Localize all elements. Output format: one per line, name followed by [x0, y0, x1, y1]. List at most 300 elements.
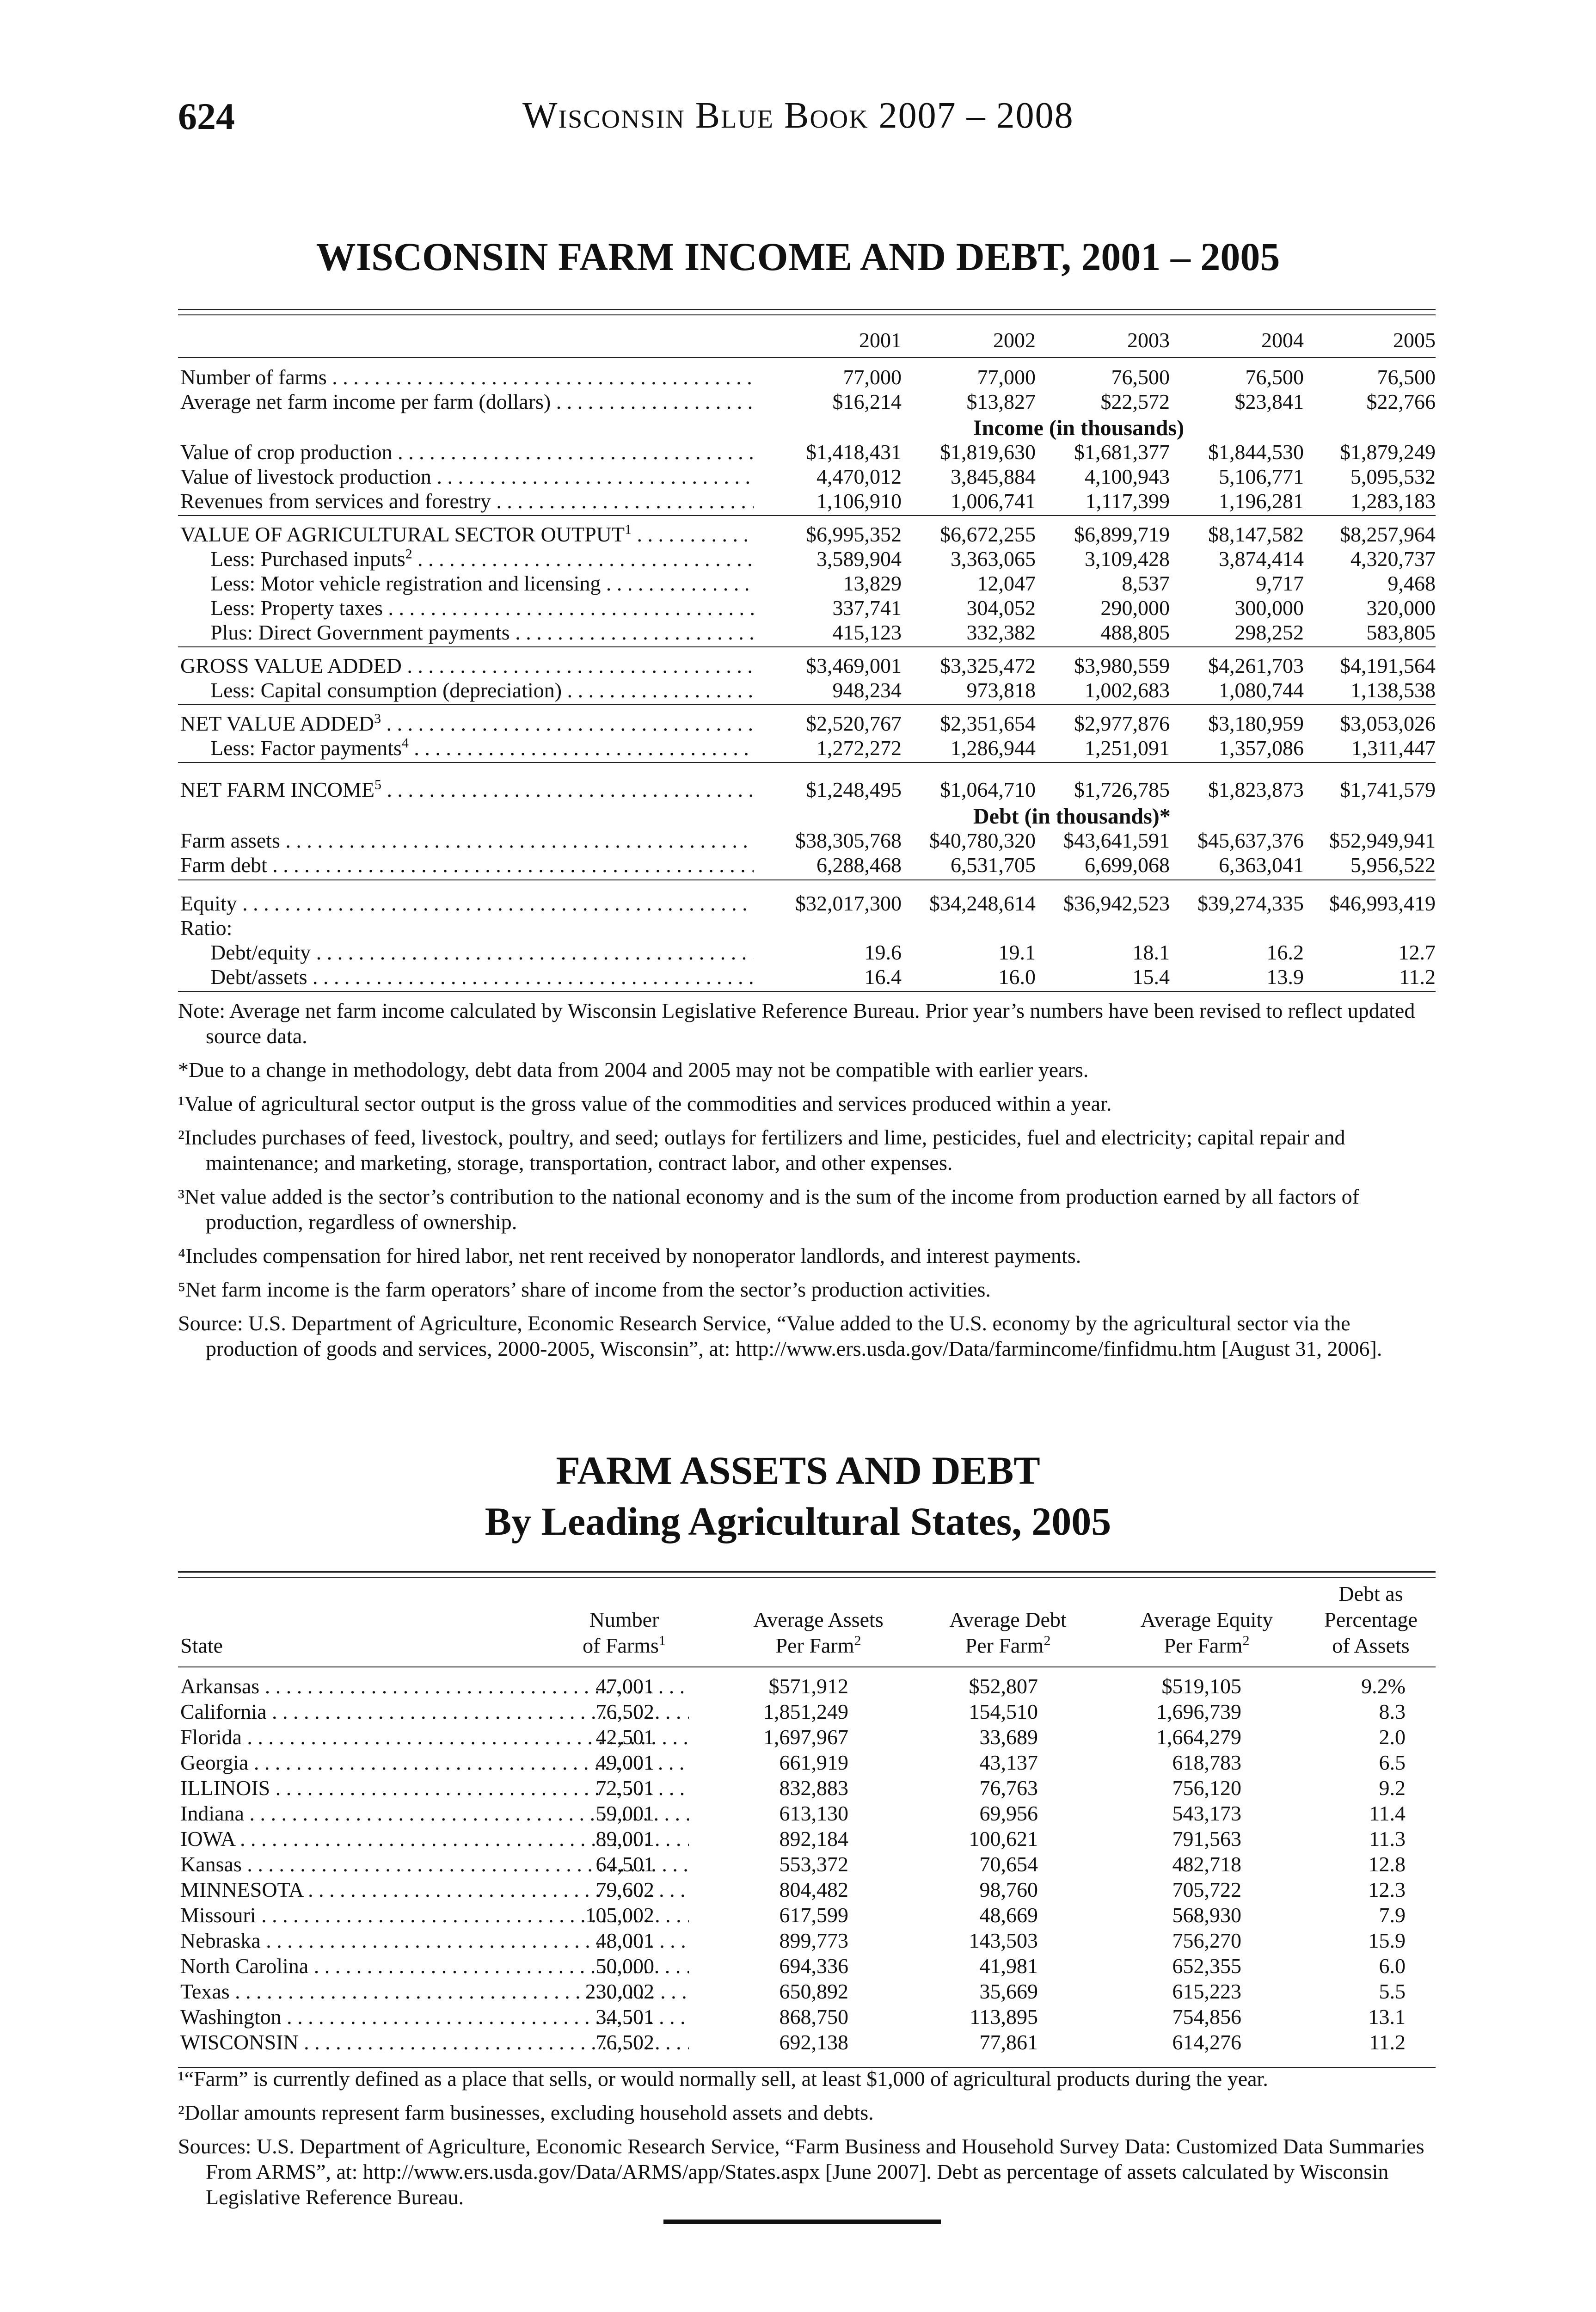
avg-debt: 70,654 [979, 1852, 1038, 1876]
value-2001: 415,123 [832, 621, 902, 644]
table1-row-services [178, 489, 1436, 513]
value-2001: 6,288,468 [816, 853, 902, 877]
value-2003: 76,500 [1111, 365, 1170, 389]
table1-row-net-value [178, 712, 1436, 736]
debt-pct: 12.3 [1368, 1878, 1406, 1901]
value-2001: $3,469,001 [806, 654, 902, 677]
hdr-farms-1: Number [589, 1608, 659, 1631]
value-2002: $1,819,630 [940, 440, 1036, 464]
value-2005: 1,138,538 [1350, 678, 1436, 702]
value-2002: 12,047 [977, 572, 1036, 595]
value-2004: $39,274,335 [1197, 892, 1304, 915]
value-2004: 3,874,414 [1219, 547, 1304, 571]
avg-assets: $571,912 [768, 1674, 848, 1698]
avg-assets: 553,372 [779, 1852, 848, 1876]
debt-pct: 5.5 [1379, 1980, 1406, 2003]
debt-pct: 6.5 [1379, 1751, 1406, 1774]
value-2005: $22,766 [1366, 390, 1436, 413]
table1-row-farms [178, 365, 1436, 389]
debt-pct: 11.4 [1369, 1802, 1406, 1825]
avg-equity: 543,173 [1172, 1802, 1241, 1825]
table1-row-net-farm [178, 778, 1436, 802]
value-2005: 11.2 [1399, 965, 1436, 989]
row-label: Revenues from services and forestry . . . [180, 489, 754, 513]
table1-row-crop [178, 440, 1436, 464]
state-name: IOWA . . . [180, 1826, 689, 1851]
table2-row [178, 1750, 1436, 1775]
value-2005: $3,053,026 [1340, 712, 1436, 735]
value-2003: 8,537 [1122, 572, 1170, 595]
value-2002: $2,351,654 [940, 712, 1036, 735]
row-label: Less: Motor vehicle registration and licensing . . . [210, 572, 754, 596]
value-2003: 1,002,683 [1085, 678, 1170, 702]
value-2005: $4,191,564 [1340, 654, 1436, 677]
value-2003: $3,980,559 [1074, 654, 1170, 677]
value-2003: $36,942,523 [1063, 892, 1170, 915]
year-col-1: 2001 [859, 328, 902, 352]
table1-note-6: ⁵Net farm income is the farm operators’ share of income from the sector’s production activities. [178, 1278, 991, 1301]
value-2003: $43,641,591 [1063, 829, 1170, 852]
table1-row-rule [178, 515, 1436, 516]
farms-count: 47,001 [595, 1674, 654, 1698]
debt-pct: 6.0 [1379, 1954, 1406, 1978]
row-label: Less: Factor payments$^4$ . . . [210, 736, 754, 760]
avg-assets: 832,883 [779, 1776, 848, 1800]
debt-pct: 9.2 [1379, 1776, 1406, 1800]
table1-year-header [178, 328, 1436, 352]
value-2001: 1,272,272 [816, 736, 902, 760]
row-label: Less: Purchased inputs$^2$ . . . [210, 547, 754, 571]
hdr-farms-sup: 1 [658, 1633, 666, 1648]
state-name: MINNESOTA . . . [180, 1877, 689, 1902]
value-2003: 290,000 [1100, 596, 1170, 620]
value-2005: 5,956,522 [1350, 853, 1436, 877]
row-label: Less: Capital consumption (depreciation) . . . [210, 678, 754, 702]
table2-row [178, 2005, 1436, 2029]
value-2005: $52,949,941 [1329, 829, 1436, 852]
value-2004: $23,841 [1234, 390, 1304, 413]
value-2004: 1,080,744 [1219, 678, 1304, 702]
hdr-equity-1: Average Equity [1140, 1608, 1273, 1631]
value-2001: $6,995,352 [806, 523, 902, 546]
table2-row [178, 1699, 1436, 1724]
table1-row-debt-equity [178, 941, 1436, 965]
hdr-assets-1: Average Assets [753, 1608, 884, 1631]
table1-row-purchased [178, 547, 1436, 571]
farms-count: 230,002 [585, 1980, 654, 2003]
hdr-equity-2-text: Per Farm [1164, 1634, 1243, 1657]
avg-debt: 35,669 [979, 1980, 1038, 2003]
table2-row [178, 1674, 1436, 1699]
table2-row [178, 1725, 1436, 1750]
value-2002: 304,052 [966, 596, 1036, 620]
year-col-4: 2004 [1261, 328, 1304, 352]
debt-pct: 13.1 [1368, 2005, 1406, 2029]
table1-row-factor [178, 736, 1436, 760]
value-2004: 1,357,086 [1219, 736, 1304, 760]
table1-top-rule [178, 309, 1436, 310]
debt-pct: 12.8 [1368, 1852, 1406, 1876]
value-2002: 973,818 [966, 678, 1036, 702]
value-2004: $3,180,959 [1208, 712, 1304, 735]
table2-row [178, 1801, 1436, 1826]
table1-note-2: ¹Value of agricultural sector output is the gross value of the commodities and services produced within a year. [178, 1092, 1112, 1115]
value-2001: 4,470,012 [816, 465, 902, 488]
table1-section-header [178, 805, 1436, 829]
avg-debt: 143,503 [969, 1929, 1038, 1952]
hdr-equity-sup: 2 [1242, 1633, 1250, 1648]
table1-row-gross [178, 654, 1436, 678]
value-2005: 4,320,737 [1350, 547, 1436, 571]
hdr-state: State [180, 1634, 223, 1657]
hdr-pct-3: of Assets [1332, 1634, 1410, 1657]
value-2003: 6,699,068 [1085, 853, 1170, 877]
table2-row [178, 1928, 1436, 1953]
value-2002: $6,672,255 [940, 523, 1036, 546]
table1-row-ratio [178, 916, 1436, 940]
value-2003: 3,109,428 [1085, 547, 1170, 571]
value-2003: $2,977,876 [1074, 712, 1170, 735]
value-2003: $22,572 [1100, 390, 1170, 413]
running-head: Wisconsin Blue Book 2007 – 2008 [522, 95, 1074, 136]
avg-assets: 661,919 [779, 1751, 848, 1774]
value-2005: 1,311,447 [1351, 736, 1436, 760]
row-label: Number of farms . . . [180, 365, 754, 389]
value-2002: 3,363,065 [951, 547, 1036, 571]
value-2002: 1,006,741 [951, 489, 1036, 513]
state-name: North Carolina . . . [180, 1954, 689, 1979]
table1-row-assets [178, 829, 1436, 853]
avg-assets: 899,773 [779, 1929, 848, 1952]
value-2002: 332,382 [966, 621, 1036, 644]
hdr-debt-2 [922, 1633, 1093, 1658]
table1-row-ag-output [178, 523, 1436, 547]
avg-debt: 154,510 [969, 1700, 1038, 1723]
table2-row [178, 1903, 1436, 1928]
value-2002: $34,248,614 [929, 892, 1036, 915]
state-name: WISCONSIN . . . [180, 2030, 689, 2055]
hdr-pct-2: Percentage [1324, 1608, 1418, 1631]
farms-count: 89,001 [595, 1827, 654, 1851]
value-2001: $32,017,300 [795, 892, 902, 915]
section-income: Income (in thousands) [973, 416, 1185, 440]
row-label: Equity . . . [180, 892, 754, 916]
row-label: Debt/equity . . . [210, 941, 754, 965]
table2-row [178, 1776, 1436, 1801]
value-2001: 19.6 [864, 941, 902, 964]
hdr-farms-2 [548, 1633, 700, 1658]
table1-row-rule [178, 991, 1436, 992]
end-rule [663, 2220, 941, 2224]
avg-equity: 568,930 [1172, 1903, 1241, 1927]
year-col-2: 2002 [993, 328, 1036, 352]
value-2002: 6,531,705 [951, 853, 1036, 877]
value-2004: 6,363,041 [1219, 853, 1304, 877]
value-2002: $3,325,472 [940, 654, 1036, 677]
debt-pct: 11.3 [1369, 1827, 1406, 1851]
avg-assets: 694,336 [779, 1954, 848, 1978]
table1-note-3: ²Includes purchases of feed, livestock, poultry, and seed; outlays for fertilizers and lime, pesticides, fuel and electricity; capital repair and maintenance; and marketing, storage, transportation, contract labor, and other expenses. [178, 1125, 1345, 1174]
farms-count: 49,001 [595, 1751, 654, 1774]
value-2003: $1,681,377 [1074, 440, 1170, 464]
state-name: Washington . . . [180, 2005, 689, 2029]
hdr-assets-2-text: Per Farm [775, 1634, 854, 1657]
hdr-debt-1: Average Debt [949, 1608, 1067, 1631]
table1-row-rule [178, 762, 1436, 763]
hdr-pct-1: Debt as [1338, 1582, 1403, 1605]
state-name: ILLINOIS . . . [180, 1776, 689, 1801]
table2-header-rule [178, 1666, 1436, 1667]
farms-count: 48,001 [595, 1929, 654, 1952]
farms-count: 42,501 [595, 1725, 654, 1749]
table1-source: Source: U.S. Department of Agriculture, Economic Research Service, “Value added to the U.S. economy by the agricultural sector via the production of goods and services, 2000-2005, Wisconsin”, at: http://www.ers.usda.gov/Data/farmincome/finfidmu.htm [August 31, 2006]. [178, 1311, 1382, 1360]
farms-count: 64,501 [595, 1852, 654, 1876]
value-2002: 19.1 [998, 941, 1036, 964]
avg-equity: 618,783 [1172, 1751, 1241, 1774]
debt-pct: 2.0 [1379, 1725, 1406, 1749]
table1-row-avg-income [178, 390, 1436, 414]
table2-subtitle: By Leading Agricultural States, 2005 [485, 1499, 1111, 1543]
table2-notes [178, 2066, 1436, 2210]
value-2004: $8,147,582 [1208, 523, 1304, 546]
hdr-farms-2-text: of Farms [583, 1634, 659, 1657]
table1-row-govt [178, 621, 1436, 645]
avg-assets: 868,750 [779, 2005, 848, 2029]
row-label: Ratio: [180, 916, 233, 940]
avg-assets: 892,184 [779, 1827, 848, 1851]
table1-title: WISCONSIN FARM INCOME AND DEBT, 2001 – 2005 [316, 234, 1280, 279]
value-2005: 1,283,183 [1350, 489, 1436, 513]
value-2003: $6,899,719 [1074, 523, 1170, 546]
value-2001: $38,305,768 [795, 829, 902, 852]
avg-assets: 617,599 [779, 1903, 848, 1927]
row-label: Farm debt . . . [180, 853, 754, 877]
avg-debt: 41,981 [979, 1954, 1038, 1978]
avg-assets: 804,482 [779, 1878, 848, 1901]
value-2004: 76,500 [1245, 365, 1304, 389]
row-label: Farm assets . . . [180, 829, 754, 853]
value-2001: $16,214 [832, 390, 902, 413]
table1-row-debt-assets [178, 965, 1436, 989]
value-2003: 488,805 [1100, 621, 1170, 644]
table2-title: FARM ASSETS AND DEBT [556, 1448, 1040, 1493]
table2-row [178, 1852, 1436, 1877]
value-2003: 1,251,091 [1085, 736, 1170, 760]
table1-row-motor [178, 572, 1436, 596]
table2-header [178, 1581, 1436, 1665]
hdr-assets-2 [724, 1633, 913, 1658]
value-2001: 337,741 [832, 596, 902, 620]
debt-pct: 15.9 [1368, 1929, 1406, 1952]
avg-equity: 754,856 [1172, 2005, 1241, 2029]
value-2004: 300,000 [1234, 596, 1304, 620]
year-col-5: 2005 [1393, 328, 1436, 352]
avg-equity: 652,355 [1172, 1954, 1241, 1978]
value-2001: 948,234 [832, 678, 902, 702]
value-2005: $1,879,249 [1340, 440, 1436, 464]
table2-top-rule-2 [178, 1577, 1436, 1578]
avg-debt: $52,807 [969, 1674, 1038, 1698]
table1-top-rule-2 [178, 314, 1436, 315]
farms-count: 105,002 [585, 1903, 654, 1927]
farms-count: 76,502 [595, 2030, 654, 2054]
table2-row [178, 1979, 1436, 2004]
avg-equity: 482,718 [1172, 1852, 1241, 1876]
table1-note-0: Note: Average net farm income calculated by Wisconsin Legislative Reference Bureau. Prior year’s numbers have been revised to reflect updated source data. [178, 999, 1415, 1048]
value-2004: 13.9 [1266, 965, 1304, 989]
avg-equity: 1,664,279 [1156, 1725, 1241, 1749]
state-name: Texas . . . [180, 1979, 689, 2004]
table1-row-rule [178, 879, 1436, 880]
avg-equity: 614,276 [1172, 2030, 1241, 2054]
table2-top-rule [178, 1571, 1436, 1573]
avg-debt: 43,137 [979, 1751, 1038, 1774]
avg-equity: 615,223 [1172, 1980, 1241, 2003]
value-2002: 1,286,944 [951, 736, 1036, 760]
state-name: Nebraska . . . [180, 1928, 689, 1953]
avg-debt: 69,956 [979, 1802, 1038, 1825]
year-col-3: 2003 [1127, 328, 1170, 352]
farms-count: 72,501 [595, 1776, 654, 1800]
value-2001: $2,520,767 [806, 712, 902, 735]
table2-row [178, 1954, 1436, 1979]
value-2001: 77,000 [843, 365, 902, 389]
farms-count: 59,001 [595, 1802, 654, 1825]
value-2003: 4,100,943 [1085, 465, 1170, 488]
debt-pct: 11.2 [1369, 2030, 1406, 2054]
table2-row [178, 1877, 1436, 1902]
value-2004: 298,252 [1234, 621, 1304, 644]
avg-equity: 756,270 [1172, 1929, 1241, 1952]
state-name: Florida . . . [180, 1725, 689, 1750]
value-2003: 1,117,399 [1085, 489, 1170, 513]
value-2005: 76,500 [1377, 365, 1436, 389]
value-2004: $1,823,873 [1208, 778, 1304, 801]
value-2005: 12.7 [1398, 941, 1436, 964]
value-2002: $1,064,710 [940, 778, 1036, 801]
value-2003: $1,726,785 [1074, 778, 1170, 801]
avg-debt: 48,669 [979, 1903, 1038, 1927]
avg-equity: 1,696,739 [1156, 1700, 1241, 1723]
row-label: Value of livestock production . . . [180, 465, 754, 489]
hdr-debt-2-text: Per Farm [965, 1634, 1044, 1657]
value-2005: $8,257,964 [1340, 523, 1436, 546]
avg-debt: 100,621 [969, 1827, 1038, 1851]
table1-row-livestock [178, 465, 1436, 489]
value-2001: 16.4 [864, 965, 902, 989]
table2-note-1: ²Dollar amounts represent farm businesses, excluding household assets and debts. [178, 2101, 874, 2124]
value-2003: 15.4 [1132, 965, 1170, 989]
avg-debt: 113,895 [970, 2005, 1038, 2029]
value-2004: 9,717 [1256, 572, 1304, 595]
table1-note-4: ³Net value added is the sector’s contribution to the national economy and is the sum of the income from production earned by all factors of production, regardless of ownership. [178, 1185, 1359, 1234]
table2-source: Sources: U.S. Department of Agriculture, Economic Research Service, “Farm Business and Household Survey Data: Customized Data Summaries From ARMS”, at: http://www.ers.usda.gov/Data/ARMS/app/States.aspx [June 2007]. Debt as percentage of assets calculated by Wisconsin Legislative Reference Bureau. [178, 2134, 1424, 2209]
state-name: California . . . [180, 1699, 689, 1724]
value-2001: 3,589,904 [816, 547, 902, 571]
row-label: GROSS VALUE ADDED . . . [180, 654, 754, 678]
state-name: Missouri . . . [180, 1903, 689, 1928]
debt-pct: 7.9 [1379, 1903, 1406, 1927]
table1-row-equity [178, 892, 1436, 916]
value-2001: 13,829 [843, 572, 902, 595]
section-debt: Debt (in thousands)* [973, 804, 1171, 829]
table1-row-debt [178, 853, 1436, 877]
value-2005: 320,000 [1366, 596, 1436, 620]
value-2004: 1,196,281 [1219, 489, 1304, 513]
state-name: Georgia . . . [180, 1750, 689, 1775]
value-2002: 3,845,884 [951, 465, 1036, 488]
table1-row-rule [178, 646, 1436, 647]
avg-assets: 1,697,967 [763, 1725, 848, 1749]
state-name: Kansas . . . [180, 1852, 689, 1877]
value-2004: $1,844,530 [1208, 440, 1304, 464]
avg-equity: $519,105 [1161, 1674, 1241, 1698]
avg-debt: 77,861 [979, 2030, 1038, 2054]
value-2005: $1,741,579 [1340, 778, 1436, 801]
table2-row [178, 1826, 1436, 1851]
state-name: Arkansas . . . [180, 1674, 689, 1699]
page-number: 624 [178, 95, 235, 137]
table1-note-5: ⁴Includes compensation for hired labor, net rent received by nonoperator landlords, and interest payments. [178, 1244, 1081, 1267]
hdr-equity-2 [1112, 1633, 1301, 1658]
debt-pct: 8.3 [1379, 1700, 1406, 1723]
farms-count: 50,000 [595, 1954, 654, 1978]
value-2004: $4,261,703 [1208, 654, 1304, 677]
avg-assets: 692,138 [779, 2030, 848, 2054]
row-label: Less: Property taxes . . . [210, 596, 754, 620]
value-2005: 5,095,532 [1350, 465, 1436, 488]
row-label: Plus: Direct Government payments . . . [210, 621, 754, 645]
value-2005: 9,468 [1387, 572, 1436, 595]
value-2002: $13,827 [966, 390, 1036, 413]
value-2001: $1,248,495 [806, 778, 902, 801]
value-2004: 5,106,771 [1219, 465, 1304, 488]
avg-equity: 756,120 [1172, 1776, 1241, 1800]
farms-count: 34,501 [595, 2005, 654, 2029]
hdr-assets-sup: 2 [854, 1633, 861, 1648]
row-label: Average net farm income per farm (dollars) . . . [180, 390, 754, 414]
state-name: Indiana . . . [180, 1801, 689, 1826]
row-label: VALUE OF AGRICULTURAL SECTOR OUTPUT$^1$ . . . [180, 523, 754, 547]
hdr-debt-sup: 2 [1044, 1633, 1051, 1648]
value-2004: 16.2 [1266, 941, 1304, 964]
value-2001: $1,418,431 [806, 440, 902, 464]
value-2004: $45,637,376 [1197, 829, 1304, 852]
avg-equity: 705,722 [1172, 1878, 1241, 1901]
table1-row-property [178, 596, 1436, 620]
table2-row [178, 2030, 1436, 2055]
table1-notes [178, 998, 1436, 1361]
avg-debt: 76,763 [979, 1776, 1038, 1800]
avg-debt: 98,760 [979, 1878, 1038, 1901]
farms-count: 79,602 [595, 1878, 654, 1901]
value-2005: 583,805 [1366, 621, 1436, 644]
row-label: NET VALUE ADDED$^3$ . . . [180, 712, 754, 736]
value-2002: 77,000 [977, 365, 1036, 389]
table1-section-header [178, 416, 1436, 440]
avg-debt: 33,689 [979, 1725, 1038, 1749]
avg-assets: 650,892 [779, 1980, 848, 2003]
value-2005: $46,993,419 [1329, 892, 1436, 915]
table1-header-rule [178, 357, 1436, 358]
table1-note-1: *Due to a change in methodology, debt data from 2004 and 2005 may not be compatible with earlier years. [178, 1058, 1089, 1082]
table2-note-0: ¹“Farm” is currently defined as a place that sells, or would normally sell, at least $1,000 of agricultural products during the year. [178, 2067, 1268, 2091]
table1-row-capital [178, 678, 1436, 702]
avg-equity: 791,563 [1172, 1827, 1241, 1851]
row-label: Value of crop production . . . [180, 440, 754, 464]
table1-row-rule [178, 704, 1436, 705]
avg-assets: 613,130 [779, 1802, 848, 1825]
